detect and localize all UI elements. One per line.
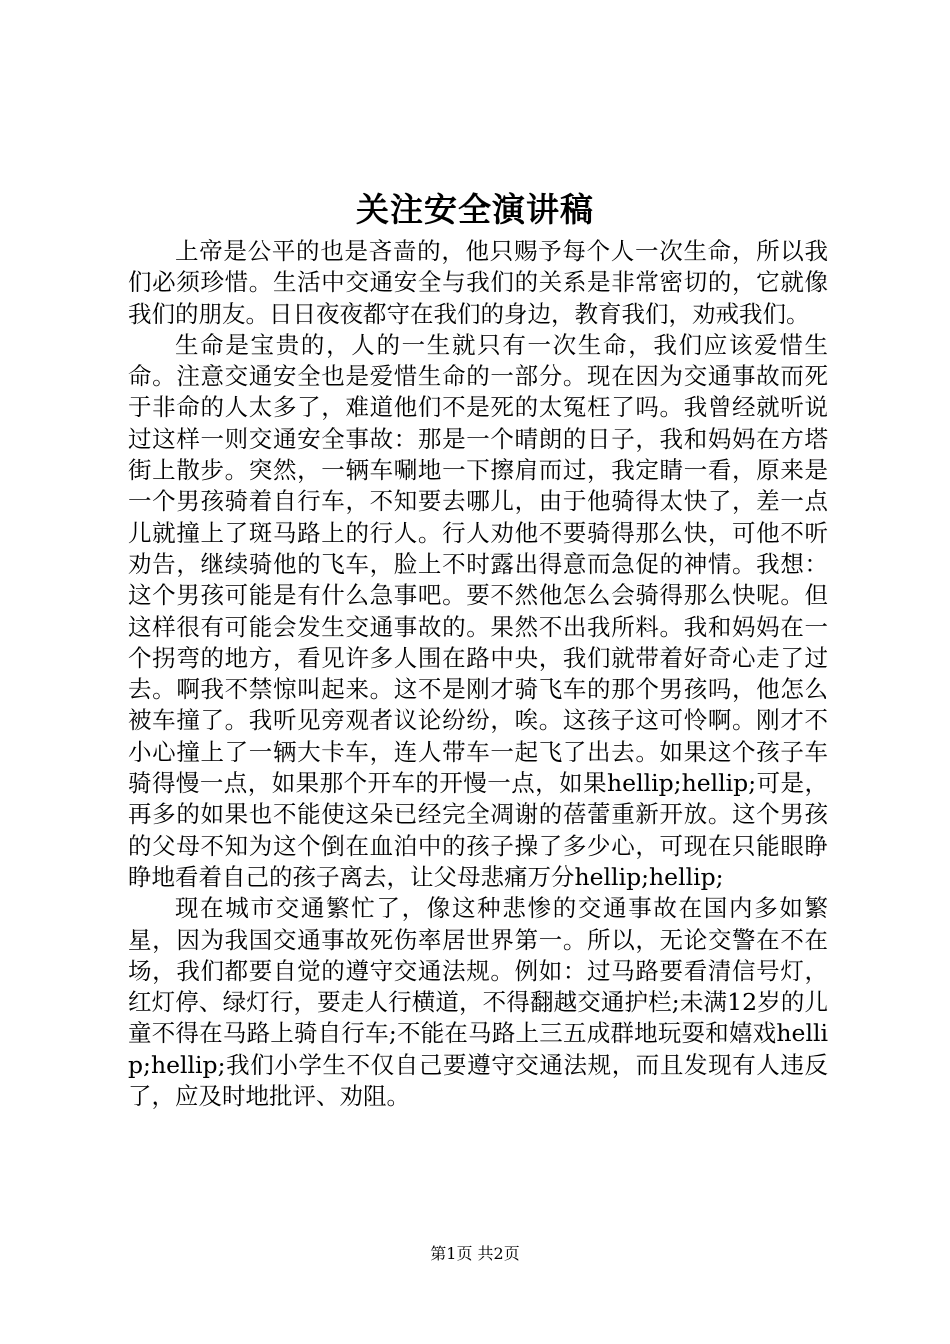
paragraph-3: 现在城市交通繁忙了，像这种悲惨的交通事故在国内多如繁星，因为我国交通事故死伤率居世界第一。所以，无论交警在不在场，我们都要自觉的遵守交通法规。例如：过马路要看清信号灯，红灯停、绿灯行，要走人行横道，不得翻越交通护栏;未满12岁的儿童不得在马路上骑自行车;不能在马路上三五成群地玩耍和嬉戏hellip;hellip;我们小学生不仅自己要遵守交通法规，而且发现有人违反了，应及时地批评、劝阻。 bbox=[128, 894, 828, 1111]
document-body bbox=[128, 236, 828, 1112]
paragraph-2: 生命是宝贵的，人的一生就只有一次生命，我们应该爱惜生命。注意交通安全也是爱惜生命的一部分。现在因为交通事故而死于非命的人太多了，难道他们不是死的太冤枉了吗。我曾经就听说过这样一则交通安全事故：那是一个晴朗的日子，我和妈妈在方塔街上散步。突然，一辆车唰地一下擦肩而过，我定睛一看，原来是一个男孩骑着自行车，不知要去哪儿，由于他骑得太快了，差一点儿就撞上了斑马路上的行人。行人劝他不要骑得那么快，可他不听劝告，继续骑他的飞车，脸上不时露出得意而急促的神情。我想：这个男孩可能是有什么急事吧。要不然他怎么会骑得那么快呢。但这样很有可能会发生交通事故的。果然不出我所料。我和妈妈在一个拐弯的地方，看见许多人围在路中央，我们就带着好奇心走了过去。啊我不禁惊叫起来。这不是刚才骑飞车的那个男孩吗，他怎么被车撞了。我听见旁观者议论纷纷，唉。这孩子这可怜啊。刚才不小心撞上了一辆大卡车，连人带车一起飞了出去。如果这个孩子车骑得慢一点，如果那个开车的开慢一点，如果hellip;hellip;可是，再多的如果也不能使这朵已经完全凋谢的蓓蕾重新开放。这个男孩的父母不知为这个倒在血泊中的孩子操了多少心，可现在只能眼睁睁地看着自己的孩子离去，让父母悲痛万分hellip;hellip; bbox=[128, 330, 828, 891]
document-title: 关注安全演讲稿 bbox=[356, 190, 594, 229]
page-footer: 第1页 共2页 bbox=[430, 1244, 520, 1263]
paragraph-1: 上帝是公平的也是吝啬的，他只赐予每个人一次生命，所以我们必须珍惜。生活中交通安全与我们的关系是非常密切的，它就像我们的朋友。日日夜夜都守在我们的身边，教育我们，劝戒我们。 bbox=[128, 237, 828, 328]
